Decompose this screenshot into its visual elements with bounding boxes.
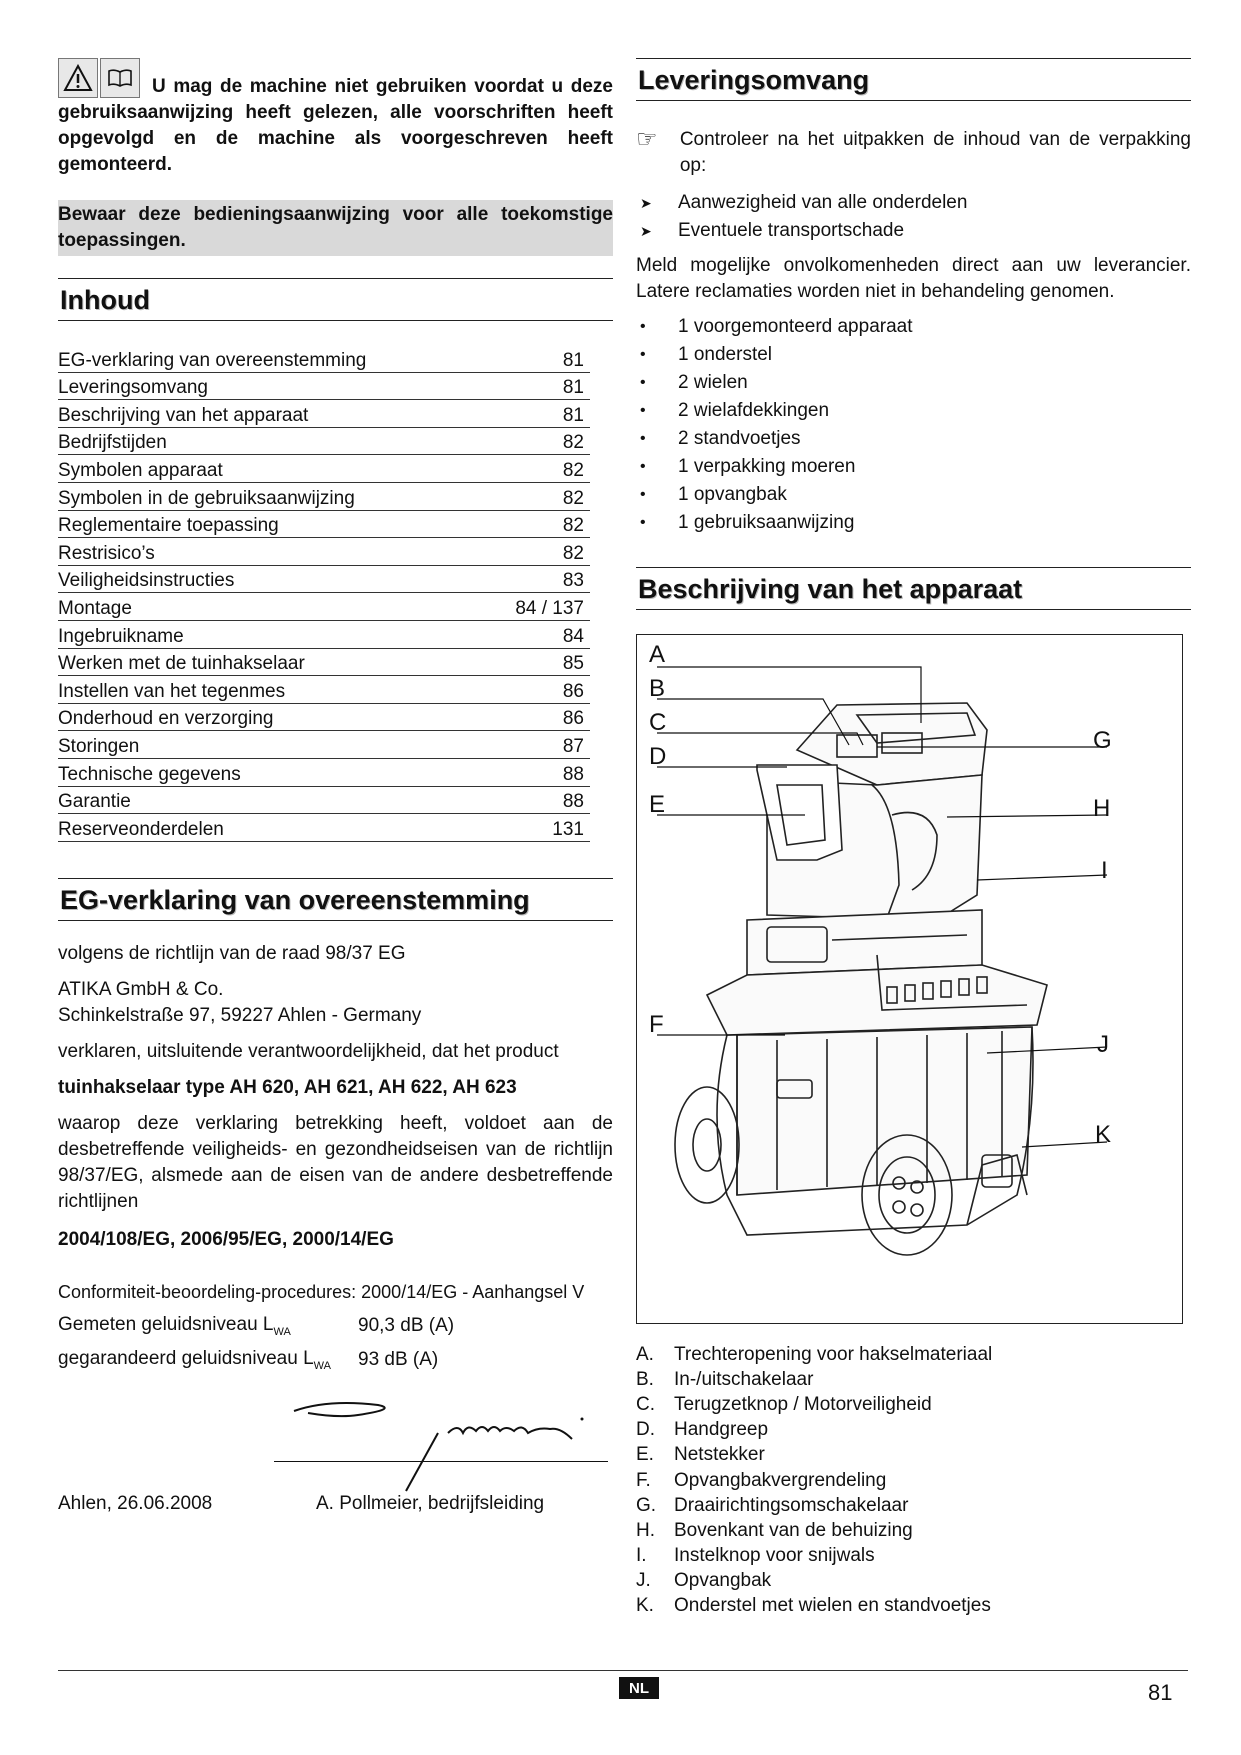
toc-label: Veiligheidsinstructies [58,570,235,592]
legend-key: I. [636,1545,647,1567]
toc-row [58,621,590,649]
declaration-directive: volgens de richtlijn van de raad 98/37 EG [58,942,406,964]
legend-text: In-/uitschakelaar [674,1368,814,1390]
guaranteed-value: 93 dB (A) [358,1348,439,1370]
toc-page: 88 [562,791,584,813]
delivery-item [636,425,1191,453]
legend-key: K. [636,1595,654,1617]
legend-key: H. [636,1519,655,1541]
legend-text: Terugzetknop / Motorveiligheid [674,1393,932,1415]
bullet-icon: • [640,430,646,447]
toc-page: 131 [552,818,584,840]
legend-row [636,1518,1191,1543]
delivery-check-text: Controleer na het uitpakken de inhoud van de verpakking op: [679,129,1191,176]
legend-key: J. [636,1570,651,1592]
toc-label: Onderhoud en verzorging [58,708,274,730]
check-list [636,189,1191,245]
legend-row [636,1367,1191,1392]
check-text: Aanwezigheid van alle onderdelen [678,192,968,213]
measured-sub: WA [273,1325,291,1338]
toc-page: 81 [562,404,584,426]
toc-row [58,538,590,566]
toc-row [58,787,590,815]
toc-label: Reglementaire toepassing [58,515,279,537]
figure-label: B [649,675,666,702]
left-column [58,58,613,1515]
legend-text: Opvangbakvergrendeling [674,1469,887,1491]
legend-text: Draairichtingsomschakelaar [674,1494,909,1516]
description-title: Beschrijving van het apparaat [636,567,1191,610]
legend-row [636,1342,1191,1367]
toc-page: 84 / 137 [515,597,584,619]
signature-captions [58,1493,613,1515]
toc-row [58,814,590,842]
delivery-item [636,509,1191,537]
directives: 2004/108/EG, 2006/95/EG, 2000/14/EG [58,1228,394,1250]
toc-page: 88 [562,763,584,785]
bullet-icon: • [640,458,646,475]
toc-row [58,428,590,456]
warning-block [58,58,613,178]
figure-label: I [1101,857,1108,884]
language-badge: NL [619,1677,659,1699]
legend-text: Handgreep [674,1419,769,1441]
measured-value: 90,3 dB (A) [358,1314,455,1336]
bullet-icon: • [640,318,646,335]
legend-row [636,1443,1191,1468]
legend-key: D. [636,1419,655,1441]
toc-page: 82 [562,432,584,454]
toc-page: 83 [562,570,584,592]
warning-icons [58,58,142,98]
page-number: 81 [1148,1680,1173,1705]
check-text: Eventuele transportschade [678,220,905,241]
company-name: ATIKA GmbH & Co. [58,978,224,1000]
toc-page: 87 [562,735,584,757]
delivery-item-text: 1 onderstel [678,344,773,365]
legend-key: F. [636,1469,651,1491]
footer-divider [58,1670,1188,1671]
product-name: tuinhakselaar type AH 620, AH 621, AH 622, AH 623 [58,1076,517,1098]
toc-label: Bedrijfstijden [58,432,167,454]
toc-row [58,345,590,373]
toc-label: Restrisico’s [58,542,155,564]
warning-text: U mag de machine niet gebruiken voordat u deze gebruiksaanwijzing heeft gelezen, alle voorschriften heeft opgevolgd en de machine als voorgeschreven heeft gemonteerd. [58,76,613,175]
declaration-body [58,941,613,1515]
toc-row [58,511,590,539]
delivery-item [636,341,1191,369]
toc-label: Montage [58,597,132,619]
toc-row [58,676,590,704]
figure-label: G [1093,727,1112,754]
toc-row [58,455,590,483]
toc-label: Werken met de tuinhakselaar [58,653,305,675]
toc-row [58,759,590,787]
toc-label: Garantie [58,791,131,813]
delivery-item [636,369,1191,397]
delivery-items [636,313,1191,537]
toc-page: 82 [562,542,584,564]
figure-label: H [1093,795,1111,822]
delivery-item [636,313,1191,341]
conformity-text: waarop deze verklaring betrekking heeft, voldoet aan de desbetreffende veiligheids- en gezondheidseisen van de richtlijn 98/37/EG, alsmede aan de eisen van de andere desbetreffende richtlijnen [58,1112,613,1212]
toc-label: Ingebruikname [58,625,184,647]
signature-block [58,1375,613,1493]
bullet-icon: • [640,486,646,503]
legend-row [636,1418,1191,1443]
machine-figure [636,634,1183,1324]
toc-page: 82 [562,459,584,481]
guaranteed-label: gegarandeerd geluidsniveau L [58,1347,314,1369]
arrow-bullet-icon: ➤ [640,194,652,211]
signature-line [274,1461,608,1462]
place-date: Ahlen, 26.06.2008 [58,1492,213,1514]
figure-label: E [649,791,666,818]
delivery-item-text: 1 gebruiksaanwijzing [678,512,855,533]
toc-page: 84 [562,625,584,647]
toc-row [58,483,590,511]
legend-row [636,1392,1191,1417]
delivery-item-text: 2 standvoetjes [678,428,801,449]
table-of-contents [58,345,590,842]
toc-label: Symbolen in de gebruiksaanwijzing [58,487,355,509]
figure-label: J [1097,1031,1109,1058]
toc-page: 82 [562,515,584,537]
report-text: Meld mogelijke onvolkomenheden direct aan uw leverancier. Latere reclamaties worden niet in behandeling genomen. [636,255,1191,302]
legend-row [636,1468,1191,1493]
toc-row [58,704,590,732]
delivery-item-text: 2 wielen [678,372,748,393]
toc-page: 85 [562,653,584,675]
measured-sound-row [58,1311,613,1341]
delivery-item [636,453,1191,481]
delivery-item-text: 1 voorgemonteerd apparaat [678,316,913,337]
toc-page: 81 [562,377,584,399]
legend-row [636,1569,1191,1594]
figure-legend [636,1342,1191,1619]
measured-label: Gemeten geluidsniveau L [58,1313,274,1335]
legend-text: Instelknop voor snijwals [674,1545,875,1567]
warning-triangle-icon [58,58,98,98]
legend-key: A. [636,1343,654,1365]
bullet-icon: • [640,402,646,419]
guaranteed-sub: WA [313,1359,331,1372]
signatory: A. Pollmeier, bedrijfsleiding [316,1492,545,1514]
check-item [636,217,1191,245]
delivery-check [636,127,1191,179]
toc-page: 82 [562,487,584,509]
toc-row [58,566,590,594]
bullet-icon: • [640,514,646,531]
legend-row [636,1594,1191,1619]
toc-page: 81 [562,349,584,371]
toc-label: Symbolen apparaat [58,459,223,481]
toc-label: Beschrijving van het apparaat [58,404,309,426]
toc-label: Reserveonderdelen [58,818,224,840]
toc-label: Instellen van het tegenmes [58,680,286,702]
declaration-title: EG-verklaring van overeenstemming [58,878,613,921]
keep-notice: Bewaar deze bedieningsaanwijzing voor alle toekomstige toepassingen. [58,200,613,256]
toc-label: Storingen [58,735,140,757]
toc-row [58,400,590,428]
delivery-item-text: 2 wielafdekkingen [678,400,830,421]
procedure: Conformiteit-beoordeling-procedures: 2000/14/EG - Aanhangsel V [58,1281,585,1302]
legend-text: Onderstel met wielen en standvoetjes [674,1595,991,1617]
toc-row [58,373,590,401]
right-column [636,58,1191,1619]
toc-row [58,649,590,677]
bullet-icon: • [640,346,646,363]
legend-key: G. [636,1494,657,1516]
figure-label: D [649,743,667,770]
legend-text: Opvangbak [674,1570,772,1592]
signature-image [288,1393,608,1493]
toc-label: EG-verklaring van overeenstemming [58,349,367,371]
legend-row [636,1544,1191,1569]
legend-text: Bovenkant van de behuizing [674,1519,913,1541]
toc-row [58,593,590,621]
figure-label: F [649,1011,664,1038]
figure-label: A [649,641,666,668]
legend-key: C. [636,1393,655,1415]
book-icon [100,58,140,98]
legend-row [636,1493,1191,1518]
figure-label: K [1095,1121,1112,1148]
toc-row [58,731,590,759]
toc-label: Technische gegevens [58,763,241,785]
delivery-item [636,481,1191,509]
legend-key: B. [636,1368,654,1390]
legend-text: Trechteropening voor hakselmateriaal [674,1343,993,1365]
delivery-item-text: 1 opvangbak [678,484,787,505]
declaration-statement: verklaren, uitsluitende verantwoordelijkheid, dat het product [58,1040,559,1062]
toc-page: 86 [562,708,584,730]
legend-text: Netstekker [674,1444,765,1466]
bullet-icon: • [640,374,646,391]
check-item [636,189,1191,217]
figure-label: C [649,709,667,736]
arrow-bullet-icon: ➤ [640,222,652,239]
toc-page: 86 [562,680,584,702]
delivery-item [636,397,1191,425]
pointing-hand-icon: ☞ [636,126,658,153]
company-address: Schinkelstraße 97, 59227 Ahlen - Germany [58,1004,422,1026]
guaranteed-sound-row [58,1345,613,1375]
delivery-item-text: 1 verpakking moeren [678,456,856,477]
toc-label: Leveringsomvang [58,377,208,399]
toc-title: Inhoud [58,278,613,321]
legend-key: E. [636,1444,654,1466]
delivery-title: Leveringsomvang [636,58,1191,101]
